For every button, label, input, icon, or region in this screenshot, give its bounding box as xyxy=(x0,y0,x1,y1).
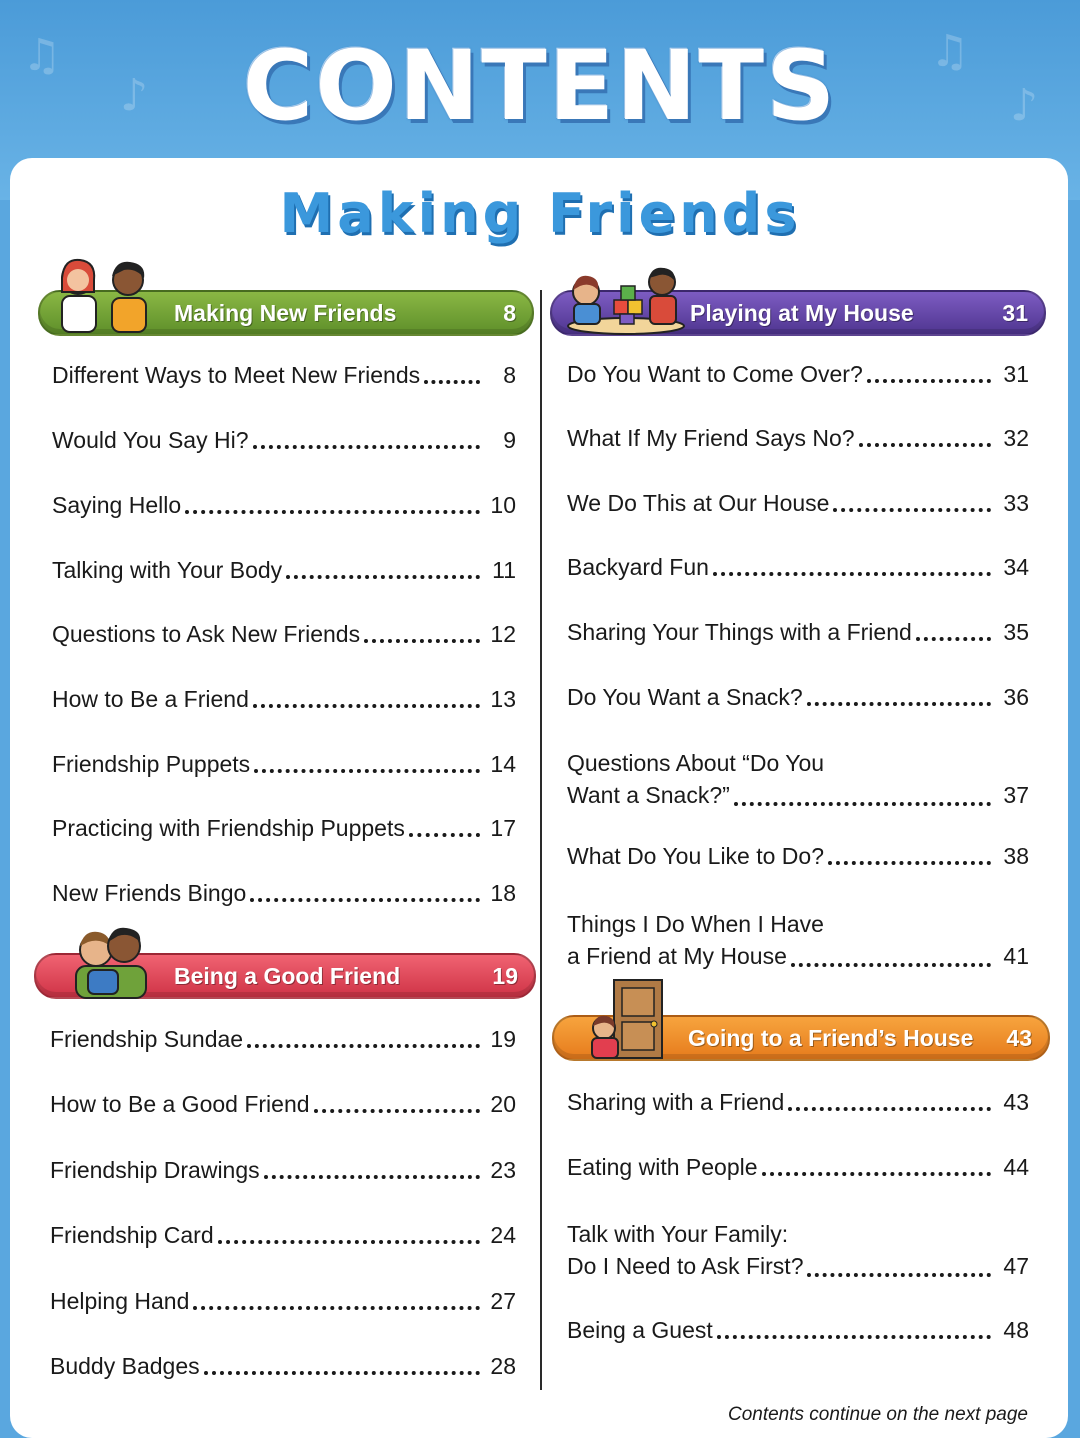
entry-title: Different Ways to Meet New Friends xyxy=(52,362,421,388)
toc-entry[interactable] xyxy=(567,619,1029,646)
entry-page: 18 xyxy=(490,880,516,906)
entry-title: We Do This at Our House xyxy=(567,490,830,516)
dot-leader xyxy=(807,1273,991,1277)
dot-leader xyxy=(867,379,991,383)
entry-page: 31 xyxy=(1003,361,1029,387)
entry-title: Saying Hello xyxy=(52,492,182,518)
entry-title: Do You Want a Snack? xyxy=(567,684,803,710)
toc-entry[interactable] xyxy=(567,1218,1029,1282)
entry-page: 10 xyxy=(490,492,516,518)
section-page: 31 xyxy=(1002,300,1028,326)
entry-page: 27 xyxy=(490,1288,516,1314)
entry-title: What Do You Like to Do? xyxy=(567,843,824,869)
toc-entry[interactable] xyxy=(50,1353,516,1380)
entry-title: How to Be a Good Friend xyxy=(50,1091,310,1117)
entry-title: Friendship Sundae xyxy=(50,1026,244,1052)
entry-title: Friendship Puppets xyxy=(52,751,251,777)
dot-leader xyxy=(254,769,480,773)
entry-page: 47 xyxy=(1003,1253,1029,1279)
entry-page: 37 xyxy=(1003,782,1029,808)
entry-page: 48 xyxy=(1003,1317,1029,1343)
entry-title: Backyard Fun xyxy=(567,554,709,580)
entry-title: Talking with Your Body xyxy=(52,557,283,583)
dot-leader xyxy=(424,380,480,384)
entry-title: Eating with People xyxy=(567,1154,758,1180)
dot-leader xyxy=(364,639,480,643)
entry-title: Questions to Ask New Friends xyxy=(52,621,361,647)
section-page: 8 xyxy=(503,300,516,326)
dot-leader xyxy=(247,1044,480,1048)
toc-entry[interactable] xyxy=(52,492,516,519)
entry-page: 20 xyxy=(490,1091,516,1117)
toc-entry[interactable] xyxy=(52,815,516,842)
music-note-doodle-icon: ♫ xyxy=(930,26,970,77)
entry-title: Sharing with a Friend xyxy=(567,1089,785,1115)
section-title: Playing at My House xyxy=(690,300,914,326)
toc-entry[interactable] xyxy=(52,880,516,907)
entry-page: 36 xyxy=(1003,684,1029,710)
toc-entry[interactable] xyxy=(50,1222,516,1249)
entry-title: Friendship Drawings xyxy=(50,1157,260,1183)
section-title: Going to a Friend’s House xyxy=(688,1025,974,1051)
dot-leader xyxy=(253,445,481,449)
entry-page: 43 xyxy=(1003,1089,1029,1115)
entry-title-line2: a Friend at My House xyxy=(567,943,787,969)
entry-page: 32 xyxy=(1003,425,1029,451)
toc-entry[interactable] xyxy=(567,1154,1029,1181)
dot-leader xyxy=(314,1109,480,1113)
dot-leader xyxy=(762,1172,991,1176)
entry-page: 8 xyxy=(503,362,516,388)
two-kids-illustration xyxy=(50,256,160,336)
dot-leader xyxy=(286,575,480,579)
page-subtitle: Making Friends xyxy=(279,182,801,245)
entry-title-line1: Things I Do When I Have xyxy=(567,911,824,937)
music-note-doodle-icon: ♪ xyxy=(1010,80,1039,131)
dot-leader xyxy=(828,861,991,865)
dot-leader xyxy=(193,1306,480,1310)
dot-leader xyxy=(734,802,991,806)
section-title: Making New Friends xyxy=(174,300,397,326)
entry-page: 17 xyxy=(490,815,516,841)
toc-entry[interactable] xyxy=(567,908,1029,972)
dot-leader xyxy=(859,443,991,447)
entry-title: Do You Want to Come Over? xyxy=(567,361,863,387)
entry-title: New Friends Bingo xyxy=(52,880,247,906)
toc-entry[interactable] xyxy=(50,1157,516,1184)
dot-leader xyxy=(409,833,480,837)
toc-entry[interactable] xyxy=(567,684,1029,711)
dot-leader xyxy=(204,1371,480,1375)
entry-title: Buddy Badges xyxy=(50,1353,200,1379)
entry-title-line1: Questions About “Do You xyxy=(567,750,825,776)
entry-page: 41 xyxy=(1003,943,1029,969)
entry-page: 13 xyxy=(490,686,516,712)
entry-page: 44 xyxy=(1003,1154,1029,1180)
dot-leader xyxy=(713,572,991,576)
toc-entry[interactable] xyxy=(567,361,1029,388)
toc-entry[interactable] xyxy=(52,557,516,584)
entry-title-row xyxy=(567,1250,1029,1282)
entry-page: 38 xyxy=(1003,843,1029,869)
dot-leader xyxy=(916,637,991,641)
music-note-doodle-icon: ♪ xyxy=(120,70,149,121)
toc-entry[interactable] xyxy=(567,554,1029,581)
hugging-friends-illustration xyxy=(66,922,156,1002)
entry-title-line1: Talk with Your Family: xyxy=(567,1221,789,1247)
toc-entry[interactable] xyxy=(50,1288,516,1315)
toc-entry[interactable] xyxy=(50,1091,516,1118)
toc-entry[interactable] xyxy=(52,427,516,454)
dot-leader xyxy=(264,1175,480,1179)
kid-at-door-illustration xyxy=(584,976,668,1062)
entry-title-line2: Want a Snack?” xyxy=(567,782,730,808)
entry-title: Would You Say Hi? xyxy=(52,427,249,453)
entry-page: 19 xyxy=(490,1026,516,1052)
toc-entry[interactable] xyxy=(567,1089,1029,1116)
dot-leader xyxy=(253,704,480,708)
dot-leader xyxy=(807,702,991,706)
toc-entry[interactable] xyxy=(567,1317,1029,1344)
entry-page: 12 xyxy=(490,621,516,647)
toc-entry[interactable] xyxy=(52,751,516,778)
entry-title: Friendship Card xyxy=(50,1222,214,1248)
dot-leader xyxy=(791,963,991,967)
toc-entry[interactable] xyxy=(52,621,516,648)
toc-entry[interactable] xyxy=(567,843,1029,870)
dot-leader xyxy=(717,1335,991,1339)
entry-page: 35 xyxy=(1003,619,1029,645)
entry-page: 24 xyxy=(490,1222,516,1248)
dot-leader xyxy=(250,898,480,902)
entry-title-row xyxy=(567,779,1029,811)
entry-page: 28 xyxy=(490,1353,516,1379)
page-title: CONTENTS xyxy=(242,30,838,142)
entry-title: Sharing Your Things with a Friend xyxy=(567,619,912,645)
dot-leader xyxy=(788,1107,991,1111)
entry-title-line2: Do I Need to Ask First? xyxy=(567,1253,804,1279)
dot-leader xyxy=(833,508,991,512)
dot-leader xyxy=(218,1240,480,1244)
entry-page: 23 xyxy=(490,1157,516,1183)
entry-page: 33 xyxy=(1003,490,1029,516)
column-divider xyxy=(540,290,542,1390)
entry-page: 14 xyxy=(490,751,516,777)
entry-title: Practicing with Friendship Puppets xyxy=(52,815,405,841)
toc-entry[interactable] xyxy=(52,362,516,389)
entry-title: How to Be a Friend xyxy=(52,686,249,712)
toc-entry[interactable] xyxy=(567,490,1029,517)
entry-page: 9 xyxy=(503,427,516,453)
entry-title: Being a Guest xyxy=(567,1317,713,1343)
section-page: 19 xyxy=(492,963,518,989)
section-title: Being a Good Friend xyxy=(174,963,401,989)
section-page: 43 xyxy=(1006,1025,1032,1051)
kids-playing-blocks-illustration xyxy=(564,266,690,336)
entry-title-row xyxy=(567,940,1029,972)
music-note-doodle-icon: ♫ xyxy=(22,30,62,81)
footer-note: Contents continue on the next page xyxy=(727,1404,1028,1425)
toc-entry[interactable] xyxy=(567,425,1029,452)
toc-entry[interactable] xyxy=(50,1026,516,1053)
entry-page: 34 xyxy=(1003,554,1029,580)
dot-leader xyxy=(185,510,480,514)
entry-title: What If My Friend Says No? xyxy=(567,425,855,451)
entry-title: Helping Hand xyxy=(50,1288,190,1314)
entry-page: 11 xyxy=(492,557,516,583)
toc-entry[interactable] xyxy=(52,686,516,713)
toc-entry[interactable] xyxy=(567,747,1029,811)
